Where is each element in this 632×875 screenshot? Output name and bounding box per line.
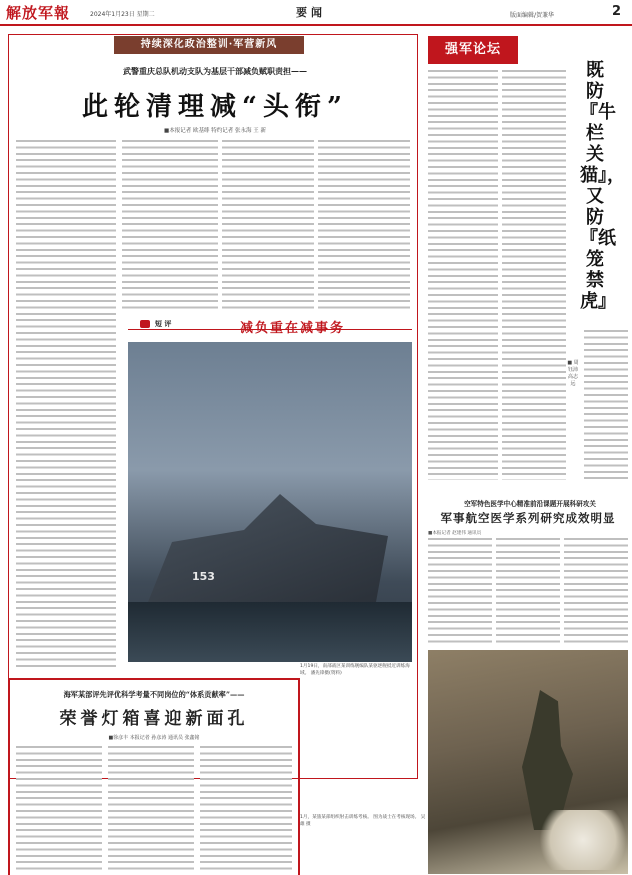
- lead-body-column-4: [318, 140, 410, 310]
- second-headline[interactable]: 荣誉灯箱喜迎新面孔: [59, 709, 249, 729]
- forum-body-column-1: [428, 70, 498, 480]
- research-body-column-2: [496, 538, 560, 646]
- lead-headline[interactable]: 此轮清理减“头衔”: [82, 92, 348, 122]
- second-body-column-3: [200, 746, 292, 874]
- smoke-cloud: [538, 810, 628, 870]
- page-editor: 版面编辑/贺兼华: [510, 12, 555, 19]
- page-number: 2: [612, 4, 622, 19]
- second-body-column-2: [108, 746, 194, 874]
- soldier-figure: [516, 690, 576, 830]
- forum-banner: 强军论坛: [428, 36, 518, 64]
- second-kicker[interactable]: 海军某部评先评优科学考量不同岗位的“体系贡献率”——: [63, 690, 245, 699]
- commentary-title[interactable]: 减负重在减事务: [240, 321, 346, 336]
- warship-photo-caption: 1月19日，南部战区某训练舰编队某驱逐舰抵近训练海域。 潘先锋摄(资料): [300, 664, 410, 676]
- sea-area: [128, 602, 412, 662]
- forum-body-column-2: [502, 70, 566, 480]
- lead-body-column-2: [122, 140, 218, 310]
- research-byline: ■本报记者 赵建伟 通讯员: [428, 531, 482, 536]
- forum-body-column-3: [584, 330, 628, 480]
- research-body-column-1: [428, 538, 492, 646]
- research-body-column-3: [564, 538, 628, 646]
- forum-headline[interactable]: 既防『牛栏关猫』，又防『纸笼禁虎』: [580, 60, 625, 312]
- lead-body-column-1: [16, 140, 116, 670]
- second-byline: ■徐彦丰 本报记者 孙彦涛 通讯员 张鑫铭: [108, 735, 200, 741]
- lead-kicker[interactable]: 武警重庆总队机动支队为基层干部减负赋职责担——: [123, 66, 307, 76]
- warship-photo[interactable]: [128, 342, 412, 662]
- soldier-photo-caption: 1月，某旅某部组织射击训练考核。 图为战士在考核现场。 吴 雄 摄: [300, 815, 426, 827]
- warship-silhouette: [148, 482, 388, 602]
- column-banner: 持续深化政治整训·军营新风: [114, 36, 304, 54]
- section-title: 要闻: [296, 6, 326, 19]
- commentary-icon: [140, 320, 150, 328]
- commentary-label: 短 评: [155, 319, 172, 328]
- lead-byline: ■本报记者 欧基绯 特约记者 张永海 王 新: [164, 128, 266, 134]
- hull-number: 153: [192, 570, 215, 583]
- newspaper-logo: 解放军報: [6, 4, 71, 22]
- second-body-column-1: [16, 746, 102, 874]
- research-kicker[interactable]: 空军特色医学中心精准前沿课题开展科研攻关: [464, 500, 596, 508]
- issue-date: 2024年1月23日 星期二: [90, 11, 155, 18]
- research-headline[interactable]: 军事航空医学系列研究成效明显: [440, 511, 616, 525]
- lead-body-column-3: [222, 140, 314, 310]
- soldier-training-photo[interactable]: [428, 650, 628, 874]
- forum-author: ■ 周钰沛 高志远: [567, 360, 579, 387]
